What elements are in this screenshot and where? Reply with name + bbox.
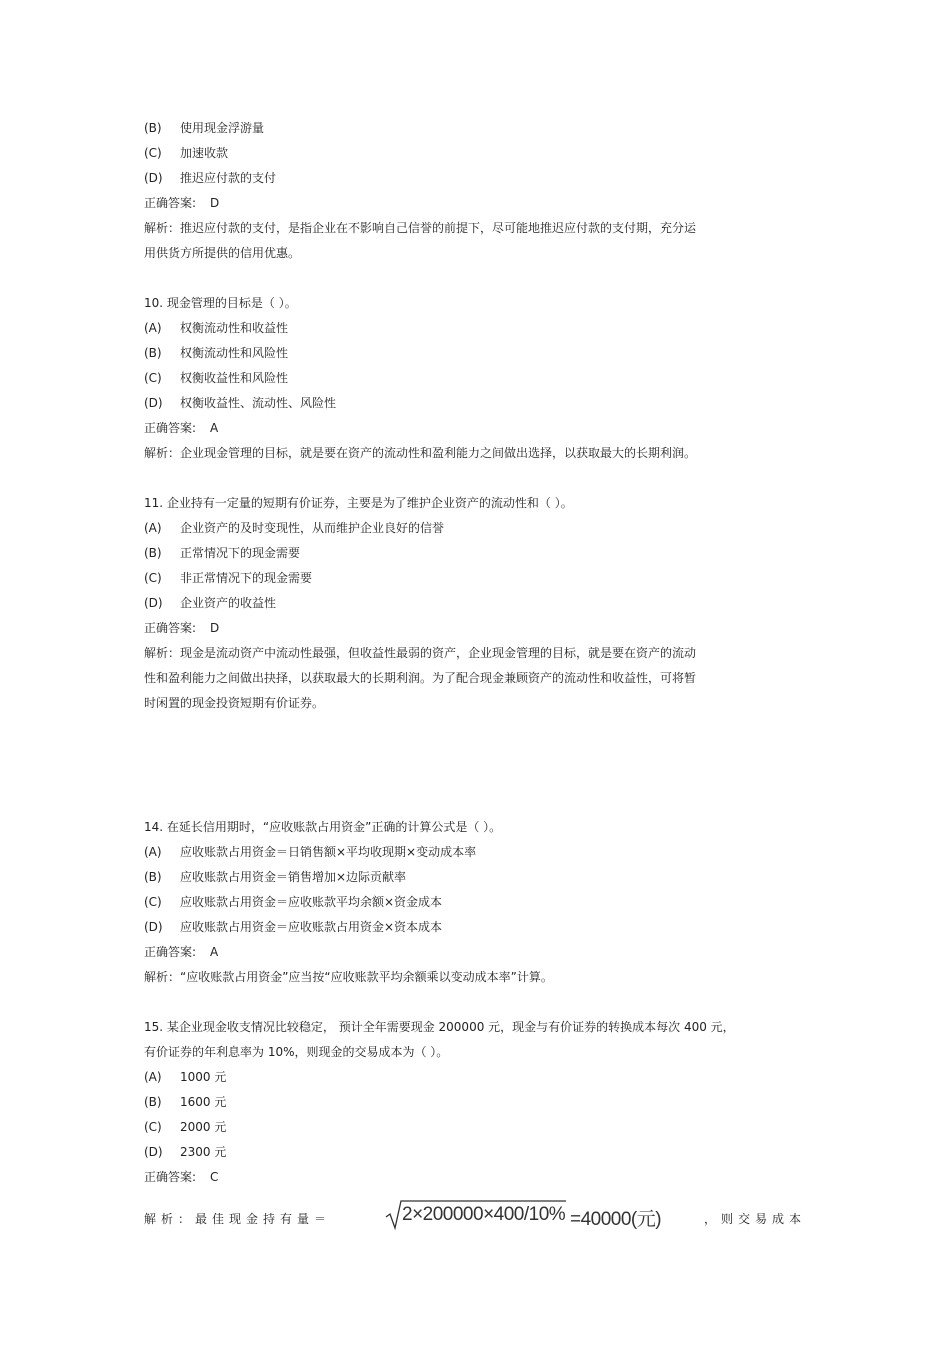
q15-option-c (144, 1119, 226, 1135)
option-text: 应收账款占用资金＝日销售额×平均收现期×变动成本率 (180, 845, 477, 859)
option-text: 2000 元 (180, 1120, 227, 1134)
q11-analysis-line: 时闲置的现金投资短期有价证券。 (144, 696, 325, 710)
q15-analysis (144, 1198, 806, 1238)
q9-option-c (144, 145, 228, 161)
q10-answer (144, 420, 218, 436)
q15-option-d (144, 1144, 226, 1160)
answer-label: 正确答案: (144, 621, 197, 635)
q9-answer (144, 195, 219, 211)
option-key: (B) (144, 870, 162, 884)
option-text: 加速收款 (180, 146, 229, 160)
answer-label: 正确答案: (144, 196, 197, 210)
option-key: (B) (144, 546, 162, 560)
formula-expression: 2×200000×400/10% (402, 1204, 566, 1225)
option-text: 权衡收益性、流动性、风险性 (180, 396, 337, 410)
q15-question-line: 15. 某企业现金收支情况比较稳定， 预计全年需要现金 200000 元，现金与有价证券的转换成本每次 400 元， (144, 1020, 735, 1034)
option-key: (C) (144, 895, 162, 909)
answer-label: 正确答案: (144, 421, 197, 435)
option-key: (C) (144, 371, 162, 385)
q11-answer (144, 620, 219, 636)
option-key: (D) (144, 920, 163, 934)
option-key: (D) (144, 1145, 163, 1159)
answer-value: D (210, 621, 220, 635)
option-text: 应收账款占用资金＝应收账款占用资金×资本成本 (180, 920, 443, 934)
option-key: (D) (144, 171, 163, 185)
q11-analysis-line: 解析：现金是流动资产中流动性最强，但收益性最弱的资产，企业现金管理的目标，就是要在资产的流动 (144, 646, 697, 660)
answer-value: A (210, 945, 219, 959)
option-text: 权衡流动性和收益性 (180, 321, 289, 335)
option-text: 1600 元 (180, 1095, 227, 1109)
q14-question: 14. 在延长信用期时，“应收账款占用资金”正确的计算公式是（ ）。 (144, 820, 502, 834)
option-text: 应收账款占用资金＝应收账款平均余额×资金成本 (180, 895, 443, 909)
option-key: (A) (144, 845, 162, 859)
q11-analysis-line: 性和盈利能力之间做出抉择，以获取最大的长期利润。为了配合现金兼顾资产的流动性和收益性，可将暂 (144, 671, 697, 685)
option-text: 应收账款占用资金＝销售增加×边际贡献率 (180, 870, 407, 884)
q14-option-a (144, 844, 476, 860)
option-text: 企业资产的及时变现性，从而维护企业良好的信誉 (180, 521, 445, 535)
q15-answer (144, 1169, 218, 1185)
option-key: (B) (144, 1095, 162, 1109)
option-text: 1000 元 (180, 1070, 227, 1084)
q10-option-c (144, 370, 288, 386)
q14-option-d (144, 919, 442, 935)
option-key: (C) (144, 1120, 162, 1134)
option-key: (B) (144, 346, 162, 360)
q15-analysis-tail: ，则交易成本 (703, 1212, 806, 1226)
q9-analysis-line: 解析：推迟应付款的支付，是指企业在不影响自己信誉的前提下，尽可能地推迟应付款的支付期，充分运 (144, 221, 697, 235)
option-key: (C) (144, 146, 162, 160)
q10-analysis-line: 解析：企业现金管理的目标，就是要在资产的流动性和盈利能力之间做出选择，以获取最大的长期利润。 (144, 446, 697, 460)
q15-question-line: 有价证券的年利息率为 10%，则现金的交易成本为（ ）。 (144, 1045, 449, 1059)
option-text: 企业资产的收益性 (180, 596, 277, 610)
option-text: 使用现金浮游量 (180, 121, 265, 135)
option-text: 权衡收益性和风险性 (180, 371, 289, 385)
q11-question: 11. 企业持有一定量的短期有价证券，主要是为了维护企业资产的流动性和（ ）。 (144, 496, 573, 510)
option-key: (B) (144, 121, 162, 135)
q10-option-d (144, 395, 336, 411)
answer-label: 正确答案: (144, 945, 197, 959)
answer-value: A (210, 421, 219, 435)
q9-option-b (144, 120, 264, 136)
answer-value: C (210, 1170, 219, 1184)
q11-option-a (144, 520, 444, 536)
q15-option-a (144, 1069, 226, 1085)
option-text: 正常情况下的现金需要 (180, 546, 301, 560)
q14-analysis-line: 解析：“应收账款占用资金”应当按“应收账款平均余额乘以变动成本率”计算。 (144, 970, 553, 984)
q11-option-d (144, 595, 276, 611)
answer-value: D (210, 196, 220, 210)
q9-analysis-line: 用供货方所提供的信用优惠。 (144, 246, 301, 260)
option-key: (D) (144, 596, 163, 610)
option-key: (D) (144, 396, 163, 410)
option-key: (A) (144, 521, 162, 535)
q9-option-d (144, 170, 276, 186)
q15-option-b (144, 1094, 226, 1110)
optimal-cash-formula (384, 1198, 684, 1234)
option-key: (C) (144, 571, 162, 585)
q14-answer (144, 944, 218, 960)
q11-option-c (144, 570, 312, 586)
option-text: 权衡流动性和风险性 (180, 346, 289, 360)
answer-label: 正确答案: (144, 1170, 197, 1184)
q10-option-b (144, 345, 288, 361)
option-text: 非正常情况下的现金需要 (180, 571, 313, 585)
q14-option-b (144, 869, 406, 885)
q10-option-a (144, 320, 288, 336)
option-text: 2300 元 (180, 1145, 227, 1159)
formula-result: =40000(元) (570, 1209, 662, 1230)
q11-option-b (144, 545, 300, 561)
q15-analysis-label: 解析：最佳现金持有量＝ (144, 1212, 332, 1226)
q10-question: 10. 现金管理的目标是（ ）。 (144, 296, 297, 310)
option-key: (A) (144, 321, 162, 335)
option-key: (A) (144, 1070, 162, 1084)
option-text: 推迟应付款的支付 (180, 171, 277, 185)
q14-option-c (144, 894, 442, 910)
